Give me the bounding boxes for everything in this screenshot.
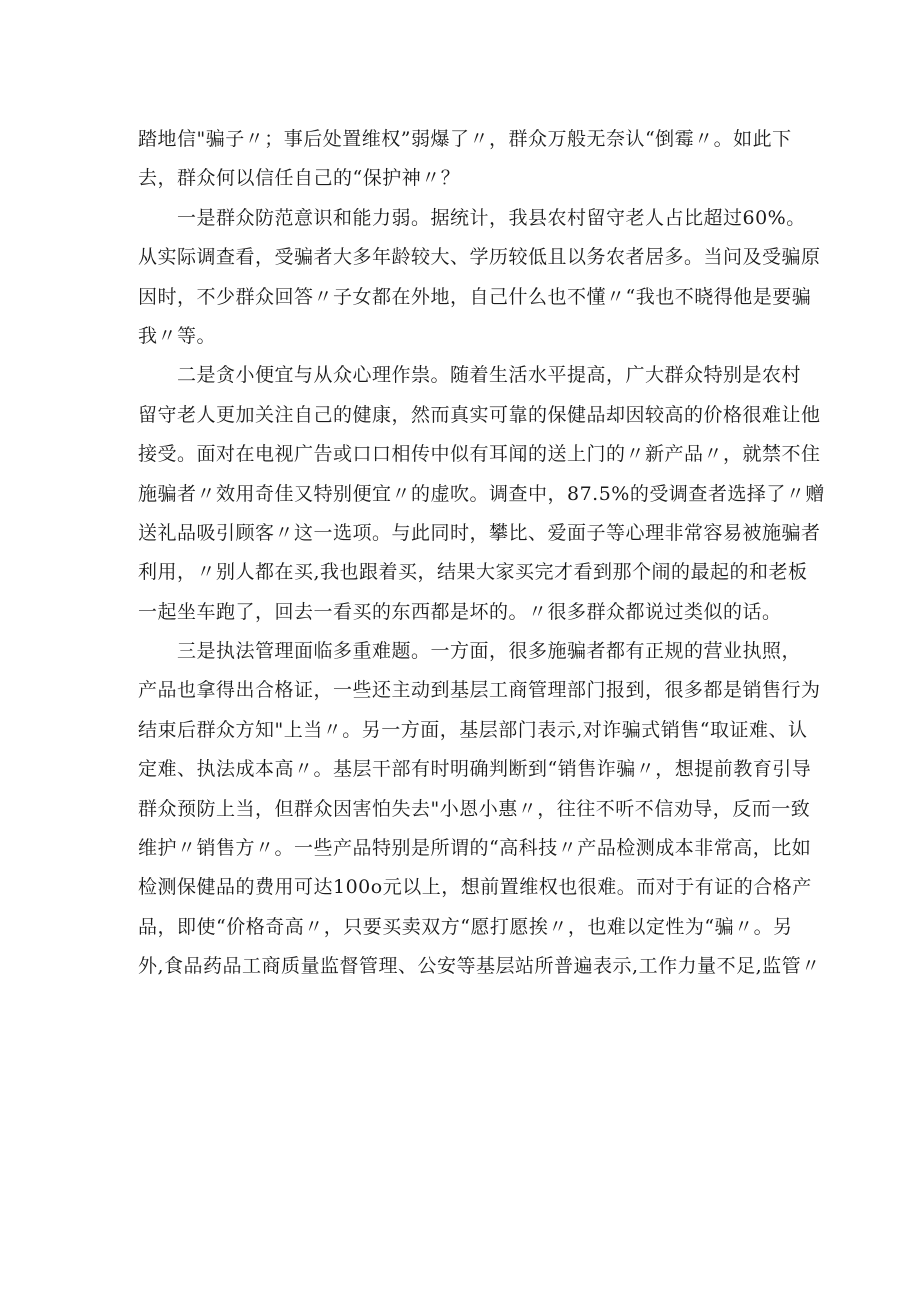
text-line: 踏地信"骗子〃；事后处置维权”弱爆了〃，群众万般无奈认“倒霉〃。如此下 [138,128,792,150]
text-line: 我〃等。 [138,324,217,347]
text-line: 从实际调查看，受骗者大多年龄较大、学历较低且以务农者居多。当问及受骗原 [138,246,821,269]
text-line: 产品也拿得出合格证，一些还主动到基层工商管理部门报到，很多都是销售行为 [138,679,821,702]
text-line: 检测保健品的费用可达100o元以上，想前置维权也很难。而对于有证的合格产 [138,876,812,899]
text-line: 品，即使“价格奇高〃，只要买卖双方“愿打愿挨〃，也难以定性为“骗〃。另 [138,915,793,938]
paragraph-4 [138,632,821,987]
text-line: 结束后群众方知"上当〃。另一方面，基层部门表示,对诈骗式销售“取证难、认 [138,718,808,741]
paragraph-1 [138,120,792,199]
text-line: 三是执法管理面临多重难题。一方面，很多施骗者都有正规的营业执照， [138,640,802,663]
text-line: 二是贪小便宜与从众心理作祟。随着生活水平提高，广大群众特别是农村 [138,364,802,387]
text-line: 群众预防上当，但群众因害怕失去"小恩小惠〃，往往不听不信劝导，反而一致 [138,797,811,820]
text-line: 外,食品药品工商质量监督管理、公安等基层站所普遍表示,工作力量不足,监管〃 [138,955,821,978]
text-line: 送礼品吸引顾客〃这一选项。与此同时，攀比、爱面子等心理非常容易被施骗者 [138,521,821,544]
text-line: 利用，〃别人都在买,我也跟着买，结果大家买完才看到那个闹的最起的和老板 [138,561,808,584]
text-line: 定难、执法成本高〃。基层干部有时明确判断到“销售诈骗〃，想提前教育引导 [138,758,812,781]
text-line: 一起坐车跑了，回去一看买的东西都是坏的。〃很多群众都说过类似的话。 [138,600,782,623]
text-line: 维护〃销售方〃。一些产品特别是所谓的“高科技〃产品检测成本非常高，比如 [138,837,812,860]
text-line: 因时，不少群众回答〃子女都在外地，自己什么也不懂〃“我也不晓得他是要骗 [138,285,812,308]
paragraph-3 [138,356,825,632]
text-line: 施骗者〃效用奇佳又特别便宜〃的虚吹。调查中，87.5%的受调查者选择了〃赠 [138,482,825,505]
text-line: 接受。面对在电视广告或口口相传中似有耳闻的送上门的〃新产品〃，就禁不住 [138,443,821,466]
document-body [138,120,825,987]
text-line: 一是群众防范意识和能力弱。据统计，我县农村留守老人占比超过60%。 [138,206,806,229]
text-line: 去，群众何以信任自己的“保护神〃？ [138,167,461,190]
text-line: 留守老人更加关注自己的健康，然而真实可靠的保健品却因较高的价格很难让他 [138,403,821,426]
paragraph-2 [138,199,821,357]
